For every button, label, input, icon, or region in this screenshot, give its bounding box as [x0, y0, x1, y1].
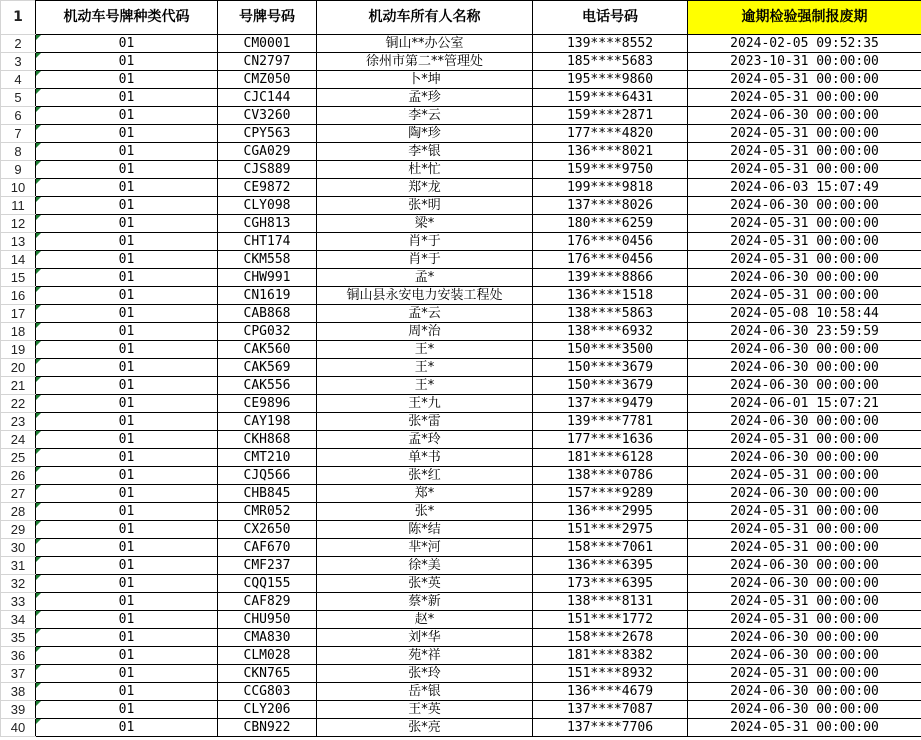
row-number[interactable]: 35	[1, 629, 36, 647]
cell-plate-number[interactable]: CKH868	[218, 431, 317, 449]
cell-plate-type-code[interactable]: 01	[36, 251, 218, 269]
cell-phone[interactable]: 176****0456	[533, 233, 688, 251]
cell-plate-type-code[interactable]: 01	[36, 701, 218, 719]
table-row	[1, 719, 921, 737]
cell-plate-type-code[interactable]: 01	[36, 287, 218, 305]
table-row	[1, 521, 921, 539]
row-number[interactable]: 27	[1, 485, 36, 503]
cell-owner-name[interactable]: 郑*	[317, 485, 533, 503]
cell-owner-name[interactable]: 肖*于	[317, 233, 533, 251]
table-row	[1, 683, 921, 701]
cell-phone[interactable]: 138****0786	[533, 467, 688, 485]
cell-plate-number[interactable]: CMA830	[218, 629, 317, 647]
table-row	[1, 575, 921, 593]
table-row	[1, 197, 921, 215]
cell-plate-type-code[interactable]: 01	[36, 125, 218, 143]
row-number[interactable]: 4	[1, 71, 36, 89]
cell-scrap-date[interactable]: 2024-05-31 00:00:00	[688, 215, 921, 233]
cell-owner-name[interactable]: 王*	[317, 377, 533, 395]
cell-scrap-date[interactable]: 2024-06-30 00:00:00	[688, 629, 921, 647]
header-row	[1, 1, 921, 35]
cell-scrap-date[interactable]: 2024-06-30 00:00:00	[688, 107, 921, 125]
table-row	[1, 215, 921, 233]
cell-owner-name[interactable]: 刘*华	[317, 629, 533, 647]
cell-scrap-date[interactable]: 2024-05-31 00:00:00	[688, 665, 921, 683]
row-number[interactable]: 9	[1, 161, 36, 179]
cell-plate-type-code[interactable]: 01	[36, 35, 218, 53]
cell-plate-type-code[interactable]: 01	[36, 431, 218, 449]
cell-phone[interactable]: 139****8552	[533, 35, 688, 53]
cell-plate-number[interactable]: CJC144	[218, 89, 317, 107]
cell-scrap-date[interactable]: 2024-05-31 00:00:00	[688, 431, 921, 449]
cell-plate-number[interactable]: CAY198	[218, 413, 317, 431]
cell-scrap-date[interactable]: 2024-06-01 15:07:21	[688, 395, 921, 413]
cell-phone[interactable]: 137****7087	[533, 701, 688, 719]
header-scrap-date[interactable]: 逾期检验强制报废期	[688, 1, 921, 35]
cell-owner-name[interactable]: 铜山县永安电力安装工程处	[317, 287, 533, 305]
cell-plate-type-code[interactable]: 01	[36, 647, 218, 665]
cell-plate-type-code[interactable]: 01	[36, 719, 218, 737]
row-number[interactable]: 38	[1, 683, 36, 701]
row-number[interactable]: 7	[1, 125, 36, 143]
cell-phone[interactable]: 136****8021	[533, 143, 688, 161]
row-number[interactable]: 19	[1, 341, 36, 359]
header-plate-type-code[interactable]: 机动车号牌种类代码	[36, 1, 218, 35]
cell-phone[interactable]: 151****2975	[533, 521, 688, 539]
cell-plate-type-code[interactable]: 01	[36, 503, 218, 521]
cell-phone[interactable]: 180****6259	[533, 215, 688, 233]
cell-phone[interactable]: 159****9750	[533, 161, 688, 179]
cell-phone[interactable]: 173****6395	[533, 575, 688, 593]
cell-scrap-date[interactable]: 2024-06-30 00:00:00	[688, 683, 921, 701]
cell-plate-type-code[interactable]: 01	[36, 71, 218, 89]
row-number[interactable]: 26	[1, 467, 36, 485]
cell-phone[interactable]: 181****6128	[533, 449, 688, 467]
cell-plate-type-code[interactable]: 01	[36, 449, 218, 467]
cell-plate-type-code[interactable]: 01	[36, 611, 218, 629]
cell-owner-name[interactable]: 李*银	[317, 143, 533, 161]
cell-phone[interactable]: 177****4820	[533, 125, 688, 143]
row-number[interactable]: 37	[1, 665, 36, 683]
cell-owner-name[interactable]: 杜*忙	[317, 161, 533, 179]
cell-plate-number[interactable]: CQQ155	[218, 575, 317, 593]
table-row	[1, 359, 921, 377]
cell-plate-number[interactable]: CPG032	[218, 323, 317, 341]
cell-phone[interactable]: 136****2995	[533, 503, 688, 521]
cell-phone[interactable]: 158****2678	[533, 629, 688, 647]
cell-owner-name[interactable]: 孟*云	[317, 305, 533, 323]
cell-owner-name[interactable]: 卜*坤	[317, 71, 533, 89]
cell-plate-number[interactable]: CHU950	[218, 611, 317, 629]
cell-plate-type-code[interactable]: 01	[36, 197, 218, 215]
cell-plate-number[interactable]: CGA029	[218, 143, 317, 161]
cell-phone[interactable]: 136****6395	[533, 557, 688, 575]
cell-owner-name[interactable]: 张*亮	[317, 719, 533, 737]
cell-plate-type-code[interactable]: 01	[36, 665, 218, 683]
row-number[interactable]: 28	[1, 503, 36, 521]
row-number[interactable]: 23	[1, 413, 36, 431]
cell-plate-number[interactable]: CHW991	[218, 269, 317, 287]
row-number[interactable]: 12	[1, 215, 36, 233]
row-number[interactable]: 16	[1, 287, 36, 305]
table-row	[1, 611, 921, 629]
cell-scrap-date[interactable]: 2024-05-31 00:00:00	[688, 467, 921, 485]
row-number[interactable]: 5	[1, 89, 36, 107]
row-number[interactable]: 32	[1, 575, 36, 593]
table-row	[1, 89, 921, 107]
cell-plate-type-code[interactable]: 01	[36, 629, 218, 647]
cell-plate-number[interactable]: CE9896	[218, 395, 317, 413]
row-number[interactable]: 8	[1, 143, 36, 161]
cell-plate-type-code[interactable]: 01	[36, 521, 218, 539]
cell-plate-number[interactable]: CMT210	[218, 449, 317, 467]
cell-owner-name[interactable]: 张*玲	[317, 665, 533, 683]
cell-phone[interactable]: 195****9860	[533, 71, 688, 89]
row-number[interactable]: 34	[1, 611, 36, 629]
cell-scrap-date[interactable]: 2024-06-03 15:07:49	[688, 179, 921, 197]
cell-phone[interactable]: 138****8131	[533, 593, 688, 611]
cell-owner-name[interactable]: 岳*银	[317, 683, 533, 701]
cell-plate-type-code[interactable]: 01	[36, 179, 218, 197]
cell-plate-type-code[interactable]: 01	[36, 107, 218, 125]
cell-scrap-date[interactable]: 2024-06-30 23:59:59	[688, 323, 921, 341]
cell-plate-type-code[interactable]: 01	[36, 143, 218, 161]
row-number[interactable]: 6	[1, 107, 36, 125]
cell-plate-number[interactable]: CAK560	[218, 341, 317, 359]
cell-phone[interactable]: 136****1518	[533, 287, 688, 305]
cell-owner-name[interactable]: 赵*	[317, 611, 533, 629]
cell-owner-name[interactable]: 周*治	[317, 323, 533, 341]
table-row	[1, 647, 921, 665]
cell-scrap-date[interactable]: 2024-06-30 00:00:00	[688, 359, 921, 377]
cell-scrap-date[interactable]: 2024-05-31 00:00:00	[688, 233, 921, 251]
cell-scrap-date[interactable]: 2024-05-31 00:00:00	[688, 539, 921, 557]
cell-plate-type-code[interactable]: 01	[36, 269, 218, 287]
cell-scrap-date[interactable]: 2024-05-31 00:00:00	[688, 521, 921, 539]
cell-plate-number[interactable]: CHT174	[218, 233, 317, 251]
cell-plate-number[interactable]: CLY206	[218, 701, 317, 719]
cell-phone[interactable]: 199****9818	[533, 179, 688, 197]
cell-scrap-date[interactable]: 2024-05-31 00:00:00	[688, 143, 921, 161]
table-row	[1, 35, 921, 53]
row-number[interactable]: 14	[1, 251, 36, 269]
cell-phone[interactable]: 138****5863	[533, 305, 688, 323]
cell-plate-number[interactable]: CLY098	[218, 197, 317, 215]
cell-scrap-date[interactable]: 2024-06-30 00:00:00	[688, 557, 921, 575]
cell-phone[interactable]: 150****3679	[533, 359, 688, 377]
row-number[interactable]: 21	[1, 377, 36, 395]
cell-plate-type-code[interactable]: 01	[36, 323, 218, 341]
cell-phone[interactable]: 157****9289	[533, 485, 688, 503]
cell-plate-number[interactable]: CHB845	[218, 485, 317, 503]
cell-plate-number[interactable]: CAF670	[218, 539, 317, 557]
cell-owner-name[interactable]: 陈*结	[317, 521, 533, 539]
row-number-header[interactable]: 1	[1, 1, 36, 35]
cell-scrap-date[interactable]: 2024-05-31 00:00:00	[688, 89, 921, 107]
table-row	[1, 323, 921, 341]
cell-scrap-date[interactable]: 2024-05-08 10:58:44	[688, 305, 921, 323]
cell-plate-type-code[interactable]: 01	[36, 557, 218, 575]
cell-phone[interactable]: 158****7061	[533, 539, 688, 557]
cell-plate-type-code[interactable]: 01	[36, 161, 218, 179]
cell-plate-type-code[interactable]: 01	[36, 485, 218, 503]
row-number[interactable]: 10	[1, 179, 36, 197]
cell-plate-number[interactable]: CKN765	[218, 665, 317, 683]
cell-plate-number[interactable]: CKM558	[218, 251, 317, 269]
table-row	[1, 539, 921, 557]
cell-owner-name[interactable]: 张*红	[317, 467, 533, 485]
cell-plate-number[interactable]: CJS889	[218, 161, 317, 179]
cell-scrap-date[interactable]: 2024-05-31 00:00:00	[688, 719, 921, 737]
cell-phone[interactable]: 159****2871	[533, 107, 688, 125]
cell-phone[interactable]: 137****8026	[533, 197, 688, 215]
row-number[interactable]: 13	[1, 233, 36, 251]
cell-scrap-date[interactable]: 2024-05-31 00:00:00	[688, 251, 921, 269]
cell-plate-number[interactable]: CN1619	[218, 287, 317, 305]
row-number[interactable]: 33	[1, 593, 36, 611]
cell-scrap-date[interactable]: 2024-05-31 00:00:00	[688, 503, 921, 521]
table-row	[1, 143, 921, 161]
table-row	[1, 305, 921, 323]
cell-owner-name[interactable]: 徐*美	[317, 557, 533, 575]
row-number[interactable]: 36	[1, 647, 36, 665]
cell-plate-type-code[interactable]: 01	[36, 377, 218, 395]
cell-plate-number[interactable]: CBN922	[218, 719, 317, 737]
table-row	[1, 161, 921, 179]
table-row	[1, 377, 921, 395]
cell-owner-name[interactable]: 铜山**办公室	[317, 35, 533, 53]
cell-owner-name[interactable]: 梁*	[317, 215, 533, 233]
row-number[interactable]: 22	[1, 395, 36, 413]
cell-plate-number[interactable]: CMZ050	[218, 71, 317, 89]
table-row	[1, 269, 921, 287]
cell-plate-number[interactable]: CPY563	[218, 125, 317, 143]
row-number[interactable]: 40	[1, 719, 36, 737]
row-number[interactable]: 17	[1, 305, 36, 323]
cell-scrap-date[interactable]: 2024-05-31 00:00:00	[688, 71, 921, 89]
cell-owner-name[interactable]: 徐州市第二**管理处	[317, 53, 533, 71]
table-row	[1, 485, 921, 503]
cell-scrap-date[interactable]: 2024-06-30 00:00:00	[688, 377, 921, 395]
cell-plate-type-code[interactable]: 01	[36, 53, 218, 71]
cell-plate-type-code[interactable]: 01	[36, 359, 218, 377]
cell-scrap-date[interactable]: 2024-06-30 00:00:00	[688, 269, 921, 287]
cell-plate-number[interactable]: CX2650	[218, 521, 317, 539]
cell-phone[interactable]: 177****1636	[533, 431, 688, 449]
cell-scrap-date[interactable]: 2024-05-31 00:00:00	[688, 287, 921, 305]
cell-scrap-date[interactable]: 2024-05-31 00:00:00	[688, 125, 921, 143]
cell-phone[interactable]: 150****3500	[533, 341, 688, 359]
table-row	[1, 179, 921, 197]
row-number[interactable]: 18	[1, 323, 36, 341]
table-row	[1, 503, 921, 521]
cell-owner-name[interactable]: 陶*珍	[317, 125, 533, 143]
cell-phone[interactable]: 181****8382	[533, 647, 688, 665]
row-number[interactable]: 29	[1, 521, 36, 539]
cell-phone[interactable]: 137****7706	[533, 719, 688, 737]
cell-phone[interactable]: 139****8866	[533, 269, 688, 287]
cell-plate-number[interactable]: CAF829	[218, 593, 317, 611]
cell-scrap-date[interactable]: 2024-06-30 00:00:00	[688, 413, 921, 431]
table-row	[1, 665, 921, 683]
cell-owner-name[interactable]: 王*英	[317, 701, 533, 719]
cell-owner-name[interactable]: 蔡*新	[317, 593, 533, 611]
cell-plate-number[interactable]: CAB868	[218, 305, 317, 323]
row-number[interactable]: 20	[1, 359, 36, 377]
cell-scrap-date[interactable]: 2024-06-30 00:00:00	[688, 701, 921, 719]
cell-scrap-date[interactable]: 2024-06-30 00:00:00	[688, 647, 921, 665]
cell-plate-type-code[interactable]: 01	[36, 215, 218, 233]
cell-phone[interactable]: 176****0456	[533, 251, 688, 269]
row-number[interactable]: 30	[1, 539, 36, 557]
cell-scrap-date[interactable]: 2024-05-31 00:00:00	[688, 593, 921, 611]
cell-plate-number[interactable]: CGH813	[218, 215, 317, 233]
cell-owner-name[interactable]: 王*	[317, 359, 533, 377]
cell-phone[interactable]: 150****3679	[533, 377, 688, 395]
cell-scrap-date[interactable]: 2024-06-30 00:00:00	[688, 485, 921, 503]
cell-plate-type-code[interactable]: 01	[36, 575, 218, 593]
cell-owner-name[interactable]: 孟*珍	[317, 89, 533, 107]
cell-scrap-date[interactable]: 2024-06-30 00:00:00	[688, 341, 921, 359]
header-plate-number[interactable]: 号牌号码	[218, 1, 317, 35]
cell-plate-type-code[interactable]: 01	[36, 395, 218, 413]
cell-plate-type-code[interactable]: 01	[36, 413, 218, 431]
table-row	[1, 125, 921, 143]
row-number[interactable]: 25	[1, 449, 36, 467]
table-row	[1, 71, 921, 89]
row-number[interactable]: 2	[1, 35, 36, 53]
cell-owner-name[interactable]: 郑*龙	[317, 179, 533, 197]
cell-plate-number[interactable]: CAK556	[218, 377, 317, 395]
cell-plate-number[interactable]: CM0001	[218, 35, 317, 53]
table-row	[1, 287, 921, 305]
row-number[interactable]: 3	[1, 53, 36, 71]
table-row	[1, 557, 921, 575]
cell-phone[interactable]: 138****6932	[533, 323, 688, 341]
header-owner-name[interactable]: 机动车所有人名称	[317, 1, 533, 35]
table-row	[1, 341, 921, 359]
cell-plate-type-code[interactable]: 01	[36, 683, 218, 701]
header-phone[interactable]: 电话号码	[533, 1, 688, 35]
cell-plate-type-code[interactable]: 01	[36, 539, 218, 557]
table-row	[1, 107, 921, 125]
cell-scrap-date[interactable]: 2024-05-31 00:00:00	[688, 161, 921, 179]
cell-plate-type-code[interactable]: 01	[36, 593, 218, 611]
cell-owner-name[interactable]: 张*明	[317, 197, 533, 215]
cell-owner-name[interactable]: 张*	[317, 503, 533, 521]
cell-scrap-date[interactable]: 2024-05-31 00:00:00	[688, 611, 921, 629]
table-row	[1, 467, 921, 485]
row-number[interactable]: 39	[1, 701, 36, 719]
cell-scrap-date[interactable]: 2024-06-30 00:00:00	[688, 575, 921, 593]
cell-owner-name[interactable]: 王*九	[317, 395, 533, 413]
table-row	[1, 431, 921, 449]
cell-scrap-date[interactable]: 2024-06-30 00:00:00	[688, 197, 921, 215]
row-number[interactable]: 24	[1, 431, 36, 449]
table-row	[1, 53, 921, 71]
cell-plate-number[interactable]: CMF237	[218, 557, 317, 575]
table-row	[1, 395, 921, 413]
table-row	[1, 701, 921, 719]
cell-owner-name[interactable]: 孟*玲	[317, 431, 533, 449]
cell-plate-type-code[interactable]: 01	[36, 341, 218, 359]
cell-plate-type-code[interactable]: 01	[36, 233, 218, 251]
cell-plate-number[interactable]: CV3260	[218, 107, 317, 125]
row-number[interactable]: 15	[1, 269, 36, 287]
table-row	[1, 233, 921, 251]
cell-plate-number[interactable]: CE9872	[218, 179, 317, 197]
cell-plate-number[interactable]: CLM028	[218, 647, 317, 665]
cell-phone[interactable]: 159****6431	[533, 89, 688, 107]
cell-plate-type-code[interactable]: 01	[36, 89, 218, 107]
cell-plate-number[interactable]: CCG803	[218, 683, 317, 701]
table-row	[1, 629, 921, 647]
cell-owner-name[interactable]: 肖*于	[317, 251, 533, 269]
cell-owner-name[interactable]: 孟*	[317, 269, 533, 287]
cell-plate-type-code[interactable]: 01	[36, 305, 218, 323]
cell-owner-name[interactable]: 单*书	[317, 449, 533, 467]
cell-plate-number[interactable]: CJQ566	[218, 467, 317, 485]
cell-owner-name[interactable]: 芈*河	[317, 539, 533, 557]
cell-plate-number[interactable]: CN2797	[218, 53, 317, 71]
row-number[interactable]: 31	[1, 557, 36, 575]
table-row	[1, 449, 921, 467]
cell-plate-number[interactable]: CAK569	[218, 359, 317, 377]
cell-phone[interactable]: 151****1772	[533, 611, 688, 629]
cell-phone[interactable]: 185****5683	[533, 53, 688, 71]
table-row	[1, 251, 921, 269]
cell-owner-name[interactable]: 王*	[317, 341, 533, 359]
cell-owner-name[interactable]: 张*英	[317, 575, 533, 593]
cell-scrap-date[interactable]: 2023-10-31 00:00:00	[688, 53, 921, 71]
cell-owner-name[interactable]: 苑*祥	[317, 647, 533, 665]
cell-owner-name[interactable]: 李*云	[317, 107, 533, 125]
table-row	[1, 593, 921, 611]
table-row	[1, 413, 921, 431]
cell-phone[interactable]: 151****8932	[533, 665, 688, 683]
cell-phone[interactable]: 137****9479	[533, 395, 688, 413]
cell-plate-type-code[interactable]: 01	[36, 467, 218, 485]
cell-phone[interactable]: 139****7781	[533, 413, 688, 431]
cell-plate-number[interactable]: CMR052	[218, 503, 317, 521]
cell-scrap-date[interactable]: 2024-06-30 00:00:00	[688, 449, 921, 467]
cell-owner-name[interactable]: 张*雷	[317, 413, 533, 431]
cell-phone[interactable]: 136****4679	[533, 683, 688, 701]
cell-scrap-date[interactable]: 2024-02-05 09:52:35	[688, 35, 921, 53]
row-number[interactable]: 11	[1, 197, 36, 215]
